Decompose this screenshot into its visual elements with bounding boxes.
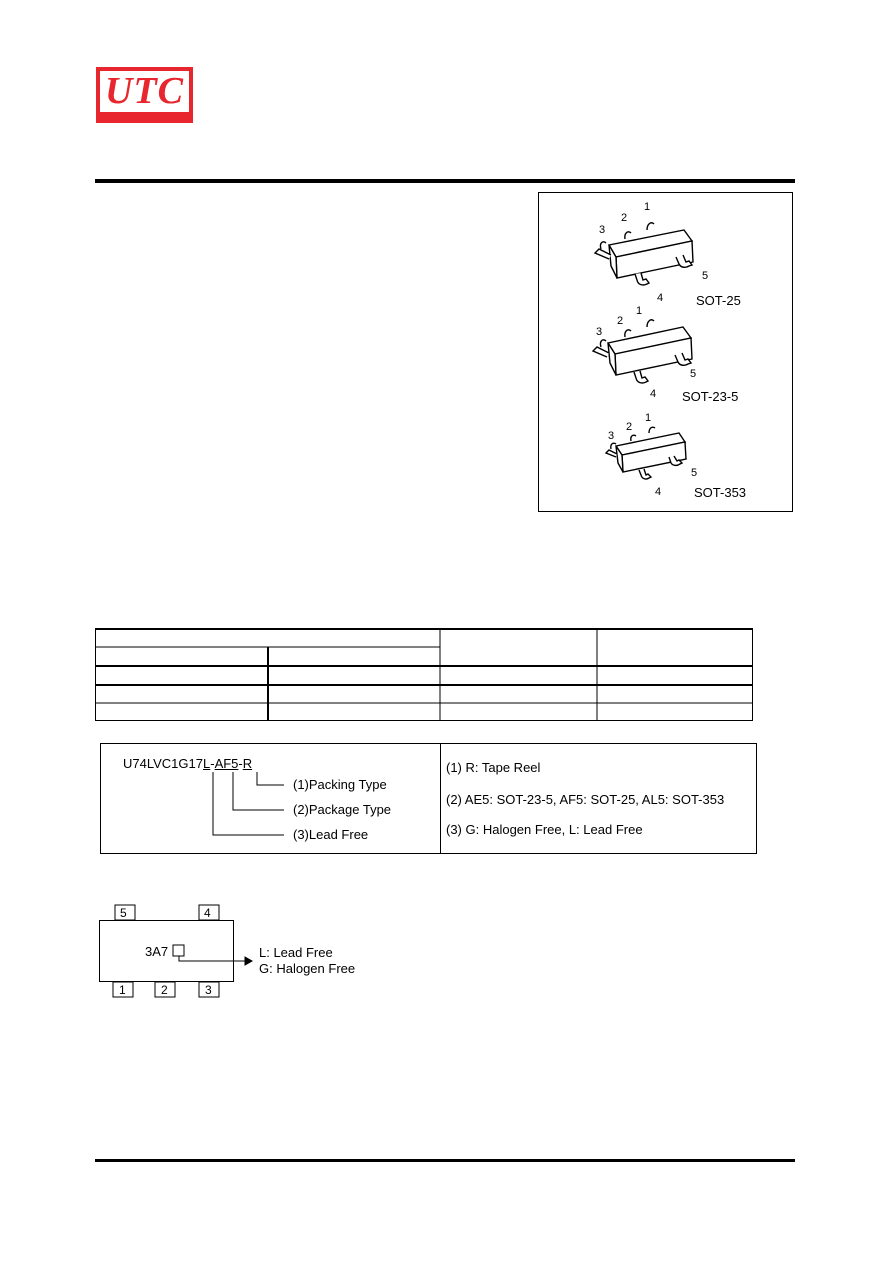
sot-25-pin-5: 5	[702, 270, 709, 282]
sot-23-5-drawing	[593, 320, 692, 383]
top-pin-5-label: 5	[120, 906, 127, 920]
sot-25-pin-3: 3	[599, 224, 606, 236]
sot-25-pin-1: 1	[644, 201, 651, 213]
sot-353-pin-4: 4	[655, 486, 662, 498]
lead-code-box	[173, 945, 184, 956]
marking-drawing	[95, 900, 395, 1010]
sot-353-drawing	[606, 427, 686, 479]
part-packing-code: R	[242, 756, 253, 771]
sot-23-5-label: SOT-23-5	[682, 389, 739, 404]
callout-lead-free: (3)Lead Free	[293, 827, 369, 842]
sot-25-pin-2: 2	[621, 212, 628, 224]
ordering-code-box	[100, 743, 757, 854]
part-sep-1: -	[210, 756, 215, 771]
note-packing: (1) R: Tape Reel	[446, 760, 541, 775]
sot-25-pin-4: 4	[657, 292, 664, 304]
bottom-pin-2-label: 2	[161, 983, 168, 997]
package-drawings	[539, 193, 794, 513]
sot-25-drawing	[595, 223, 693, 285]
part-lead-code: L	[202, 756, 211, 771]
part-package-code: AF5	[214, 756, 239, 771]
sot-353-pin-5: 5	[691, 467, 698, 479]
legend-halogen-free: G: Halogen Free	[259, 961, 356, 976]
ordering-table	[95, 628, 753, 721]
callout-packing-type: (1)Packing Type	[293, 777, 387, 792]
sot-23-5-pin-5: 5	[690, 368, 697, 380]
part-prefix: U74LVC1G17	[123, 756, 203, 771]
marking-code: 3A7	[145, 944, 169, 959]
note-package: (2) AE5: SOT-23-5, AF5: SOT-25, AL5: SOT-353	[446, 792, 725, 807]
ordering-table-grid	[95, 628, 753, 721]
marking-diagram	[95, 900, 395, 1010]
callout-package-type: (2)Package Type	[293, 802, 392, 817]
sot-23-5-pin-4: 4	[650, 388, 657, 400]
utc-logo	[96, 67, 193, 123]
logo-inner	[100, 71, 189, 112]
sot-353-pin-1: 1	[645, 412, 652, 424]
sot-353-pin-3: 3	[608, 430, 615, 442]
bottom-pin-3-label: 3	[205, 983, 212, 997]
header-rule	[95, 179, 795, 183]
sot-25-label: SOT-25	[696, 293, 741, 308]
legend-lead-free: L: Lead Free	[259, 945, 333, 960]
logo-text: UTC	[105, 70, 184, 112]
package-diagram	[538, 192, 793, 512]
sot-23-5-pin-2: 2	[617, 315, 624, 327]
sot-353-label: SOT-353	[694, 485, 747, 500]
bottom-pin-1-label: 1	[119, 983, 126, 997]
note-lead: (3) G: Halogen Free, L: Lead Free	[446, 822, 643, 837]
callout-lines	[101, 744, 441, 854]
sot-23-5-pin-3: 3	[596, 326, 603, 338]
top-pin-4-label: 4	[204, 906, 211, 920]
sot-353-pin-2: 2	[626, 421, 633, 433]
part-sep-2: -	[238, 756, 243, 771]
sot-23-5-pin-1: 1	[636, 305, 643, 317]
footer-rule	[95, 1159, 795, 1162]
